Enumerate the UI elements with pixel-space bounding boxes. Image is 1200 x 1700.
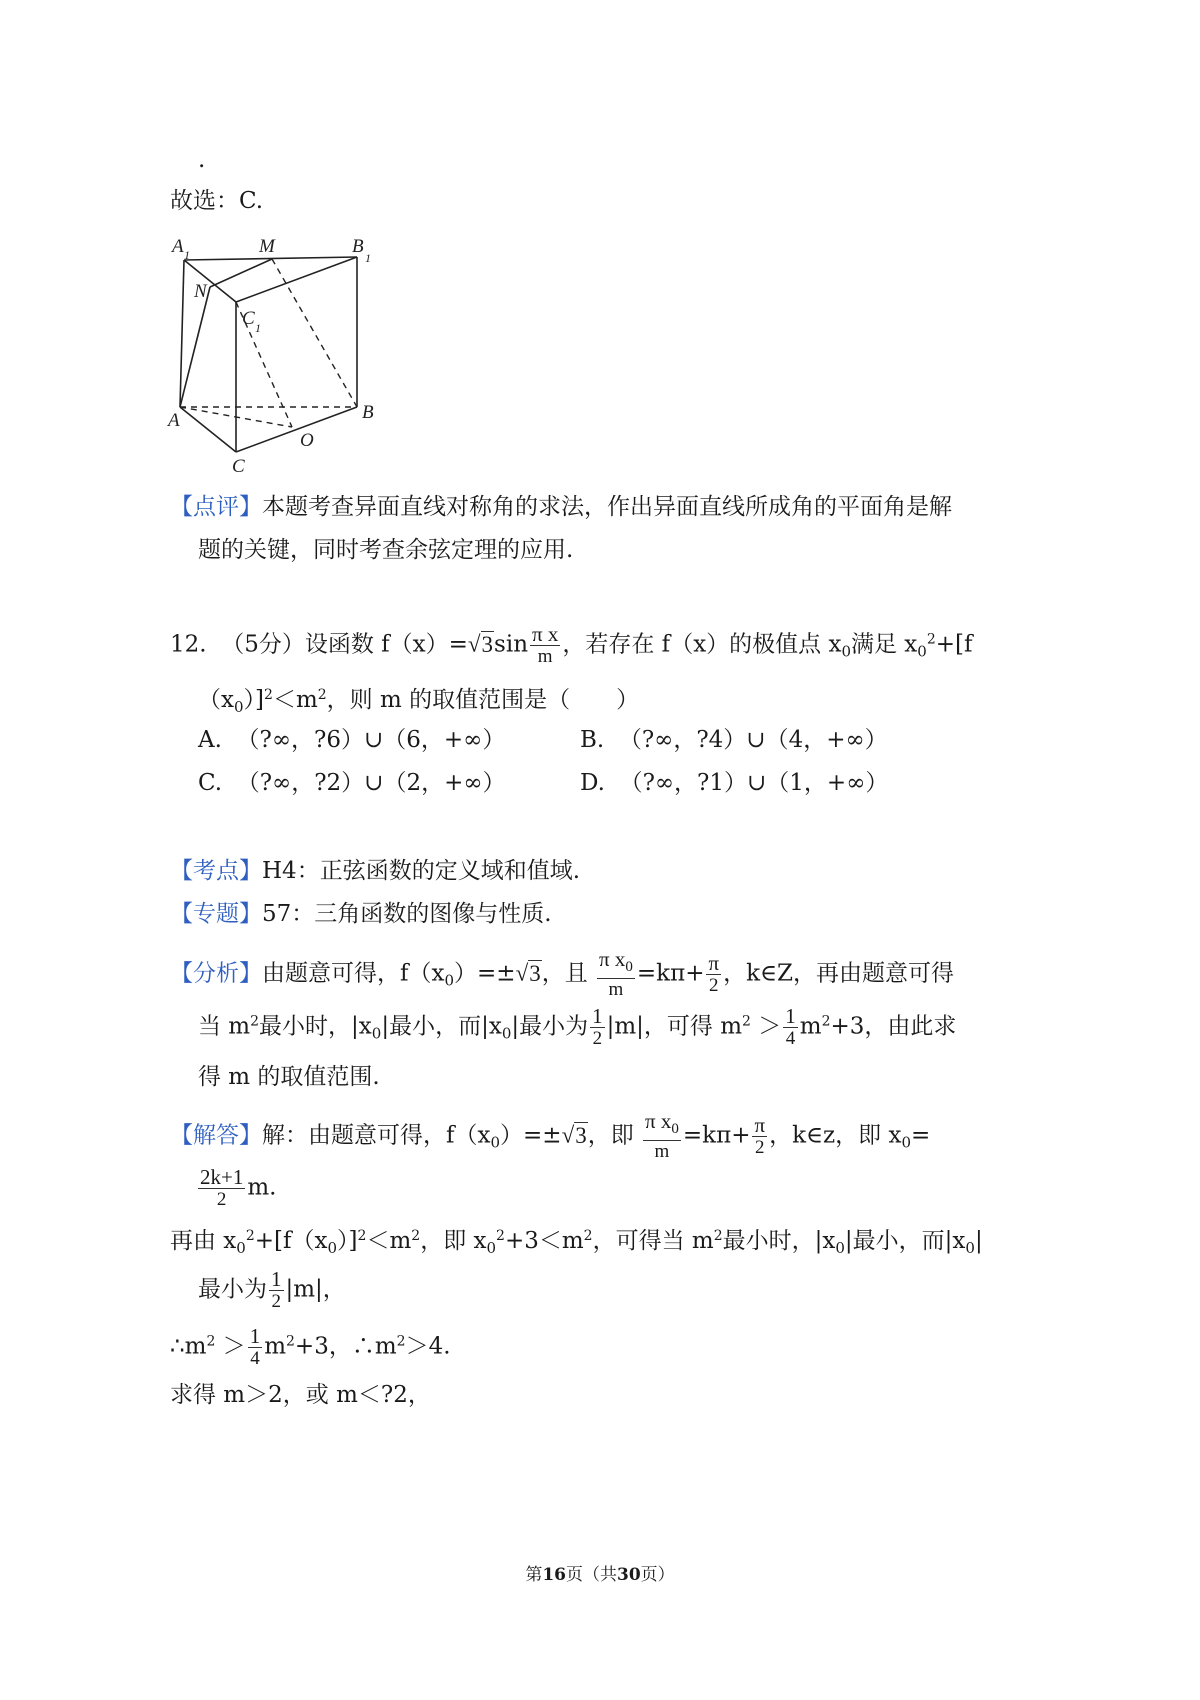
jieda-line2: $\frac{2k+1}{2}$ m. xyxy=(200,1165,277,1210)
option-c[interactable]: C. （?∞，?2）∪（2，+∞） xyxy=(198,770,506,796)
step4-line: 求得 m＞2，或 m＜?2， xyxy=(170,1382,431,1408)
fenxi-tag: 【分析】 xyxy=(170,960,262,987)
jieda-line1: 【解答】解：由题意可得，$f(x_0)=\pm√3$，即 $\frac{\pi x_0}{m}$ =kπ+ $\frac{\pi}{2}$ ，k∈z，即 $x_0=$ xyxy=(170,1109,931,1162)
fraction-pi-x0-over-m: $\frac{\pi x_0}{m}$ xyxy=(599,947,633,1000)
label-a1: A xyxy=(172,236,184,257)
fenxi-line1: 【分析】由题意可得，$f(x_0)=\pm√3$，且 $\frac{\pi x_0}{m}$ =kπ+ $\frac{\pi}{2}$ ，k∈Z，再由题意可得 xyxy=(170,947,955,1000)
segment-a-n xyxy=(180,287,210,407)
option-b[interactable]: B. （?∞，?4）∪（4，+∞） xyxy=(580,727,888,753)
conclusion-text: 故选：C. xyxy=(170,188,264,214)
option-a[interactable]: A. （?∞，?6）∪（6，+∞） xyxy=(198,727,506,753)
fraction-pi-x0-over-m-2: $\frac{\pi x_0}{m}$ xyxy=(645,1109,679,1162)
review-line1: 【点评】本题考查异面直线对称角的求法，作出异面直线所成角的平面角是解 xyxy=(170,494,952,520)
label-m: M xyxy=(259,236,275,257)
fraction-1-over-4: $\frac{1}{4}$ xyxy=(785,1004,796,1049)
fraction-1-over-2: $\frac{1}{2}$ xyxy=(592,1004,603,1049)
jieda-tag: 【解答】 xyxy=(170,1122,262,1149)
review-line2: 题的关键，同时考查余弦定理的应用. xyxy=(198,537,574,563)
svg-text:1: 1 xyxy=(365,251,371,265)
page-footer: 第16页（共30页） xyxy=(525,1565,675,1585)
zhuanti-tag: 【专题】 xyxy=(170,901,262,927)
total-pages: 30 xyxy=(617,1565,641,1585)
fraction-1-over-4-b: $\frac{1}{4}$ xyxy=(249,1324,261,1369)
edge-a-c xyxy=(180,407,236,452)
edge-a1-a xyxy=(180,260,184,407)
dashed-m-b xyxy=(272,259,357,407)
edge-a1-c1 xyxy=(184,260,236,302)
label-b: B xyxy=(362,402,374,423)
label-n: N xyxy=(194,281,207,302)
step2-line1: 再由 $x_0^2+[f(x_0)]^2<m^2$，即 $x_0^2+3<m^2$，可得当 $m^2$最小时，$|x_0|$最小，而$|x_0|$ xyxy=(170,1228,983,1257)
question-number: 12. xyxy=(170,631,207,658)
svg-text:1: 1 xyxy=(255,321,261,335)
label-c1: C xyxy=(242,308,255,329)
q12-line1: 12. （5分）设函数 f（x）=√3sin $\frac{\text{π x}}{m}$ ，若存在 f（x）的极值点 $x_0$满足 $x_0^2+[f$ xyxy=(170,622,973,667)
svg-text:1: 1 xyxy=(184,248,190,262)
fraction-1-over-2-b: $\frac{1}{2}$ xyxy=(271,1267,282,1312)
label-o: O xyxy=(300,430,314,451)
edge-b1-c1 xyxy=(236,257,357,302)
label-a: A xyxy=(168,410,180,431)
segment-n-m xyxy=(210,259,272,287)
edge-c-b xyxy=(236,407,357,452)
kaodian-line: 【考点】H4：正弦函数的定义域和值域. xyxy=(170,858,581,884)
label-c: C xyxy=(232,456,245,477)
fraction-pi-over-2-b: $\frac{\pi}{2}$ xyxy=(754,1113,766,1158)
label-b1: B xyxy=(352,236,364,257)
fenxi-line3: 得 m 的取值范围. xyxy=(198,1064,380,1090)
current-page: 16 xyxy=(542,1565,566,1585)
fraction-pi-over-2: $\frac{\pi}{2}$ xyxy=(708,951,720,996)
review-tag: 【点评】 xyxy=(170,494,262,520)
zhuanti-line: 【专题】57：三角函数的图像与性质. xyxy=(170,901,552,927)
fraction-pi-x-over-m: $\frac{\text{π x}}{m}$ xyxy=(532,622,559,667)
top-dot: . xyxy=(198,147,206,173)
option-d[interactable]: D. （?∞，?1）∪（1，+∞） xyxy=(580,770,889,796)
prism-figure xyxy=(162,232,402,477)
kaodian-tag: 【考点】 xyxy=(170,858,262,884)
fenxi-line2: 当 $m^2$最小时，$|x_0|$最小，而$|x_0|$最小为 $\frac{1}{2}$ |m|，可得 $m^2$ ＞ $\frac{1}{4}$ $m^2+3$，由此求 xyxy=(198,1004,957,1049)
step2-line2: 最小为 $\frac{1}{2}$ |m|， xyxy=(198,1267,346,1312)
step3-line: $\therefore m^2$ ＞ $\frac{1}{4}$ $m^2+3$，$\therefore m^2>4$. xyxy=(170,1324,451,1369)
q12-line2: $(x_0)]^2<m^2$，则 m 的取值范围是（ ） xyxy=(198,687,640,716)
fraction-2k1-over-2: $\frac{2k+1}{2}$ xyxy=(200,1165,244,1210)
